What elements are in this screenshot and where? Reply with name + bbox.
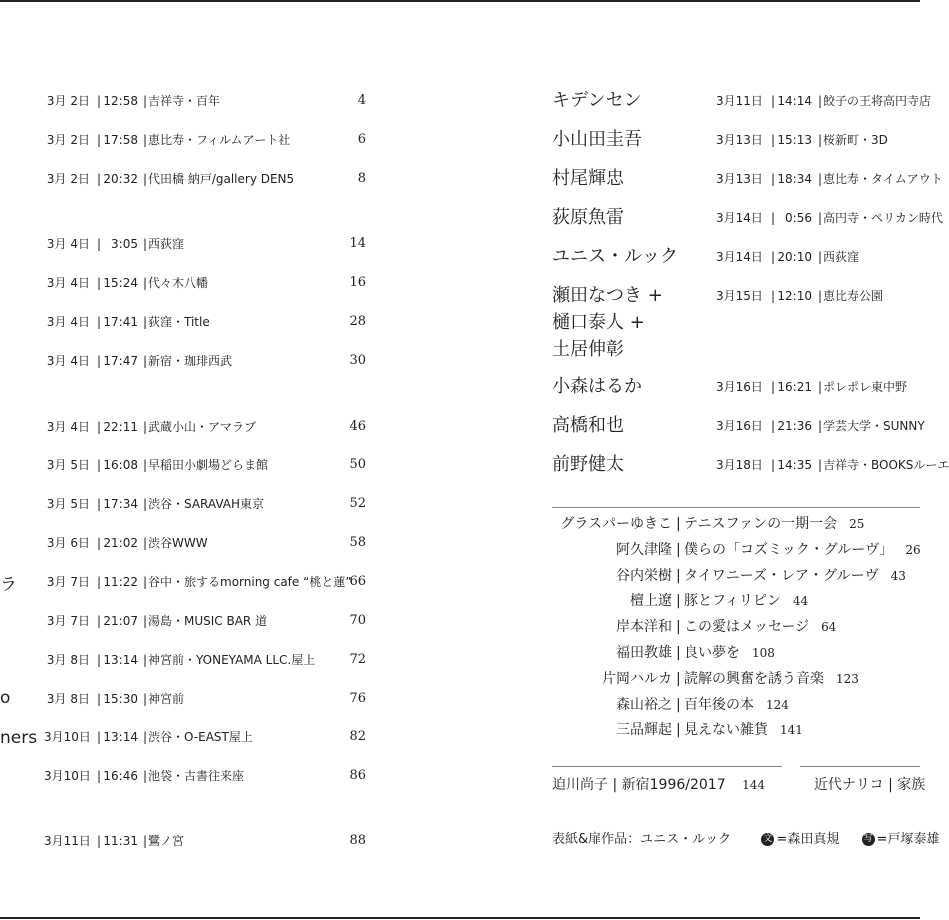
separator-bar: | (818, 211, 823, 225)
essay-title (684, 717, 803, 743)
toc-time: 22:11 (103, 420, 138, 434)
separator-bar: | (97, 276, 102, 290)
essay-title (684, 588, 808, 614)
toc-time: 15:30 (103, 692, 138, 706)
essay-title (684, 614, 836, 640)
photo-mark-icon: 写 (863, 834, 873, 844)
separator-bar: | (143, 94, 148, 108)
toc-row (44, 169, 384, 189)
separator-bar: | (676, 567, 681, 584)
toc-page-number: 4 (357, 93, 366, 108)
toc-time: 17:47 (103, 354, 138, 368)
essay-row (552, 640, 920, 666)
essay-title-text: 良い夢を (684, 645, 740, 661)
toc-person-name: 高橋和也 (552, 415, 624, 436)
separator-bar: | (818, 458, 823, 472)
separator-bar: | (97, 575, 102, 589)
toc-row (44, 455, 384, 475)
toc-page-number: 30 (349, 353, 366, 368)
essay-title-text: 僕らの「コズミック・グルーヴ」 (684, 541, 894, 558)
essay-divider (552, 507, 920, 508)
separator-bar: | (97, 237, 102, 251)
toc-person-name: 荻原魚雷 (552, 207, 624, 228)
toc-time: 18:34 (777, 172, 812, 186)
separator-bar: | (143, 276, 148, 290)
toc-time: 17:34 (103, 497, 138, 511)
toc-time: 17:58 (103, 133, 138, 147)
toc-time: 12:58 (103, 94, 138, 108)
toc-names (552, 451, 624, 478)
toc-person-name: 村尾輝忠 (552, 168, 624, 189)
toc-row (44, 273, 384, 293)
separator-bar: | (771, 250, 776, 264)
toc-names (552, 412, 624, 439)
essay-row (552, 692, 920, 718)
essay-page-number: 44 (792, 594, 809, 609)
separator-bar: | (676, 696, 681, 713)
toc-person-name: 前野健太 (552, 454, 624, 475)
bottom-author-2: 近代ナリコ (813, 777, 884, 793)
toc-date: 3月 7日 (46, 575, 90, 589)
toc-place: 荻窪・Title (148, 315, 210, 329)
toc-names (552, 282, 663, 363)
toc-place: 吉祥寺・BOOKSルーエ (823, 458, 949, 472)
separator-bar: | (97, 420, 102, 434)
bottom-essay-row (552, 772, 926, 798)
separator-bar: | (97, 614, 102, 628)
essay-author: 檀上遼 (630, 593, 672, 610)
toc-time: 21:02 (103, 536, 138, 550)
separator-bar: | (97, 315, 102, 329)
toc-date: 3月18日 (716, 458, 763, 472)
toc-row (44, 494, 384, 514)
toc-time: 17:41 (103, 315, 138, 329)
toc-date: 3月 2日 (46, 94, 90, 108)
toc-row (44, 766, 384, 786)
toc-place: 西荻窪 (148, 237, 185, 251)
toc-date: 3月13日 (716, 172, 763, 186)
separator-bar: | (97, 458, 102, 472)
separator-bar: | (771, 211, 776, 225)
bottom-title-2: 家族 (897, 777, 926, 793)
toc-page-number: 50 (349, 457, 366, 472)
toc-page-number: 28 (349, 314, 366, 329)
essay-row (552, 563, 920, 589)
separator-bar: | (97, 354, 102, 368)
essay-row (552, 588, 920, 614)
toc-row (44, 91, 384, 111)
separator-bar: | (818, 380, 823, 394)
toc-time: 16:08 (103, 458, 138, 472)
toc-page-number: 16 (349, 275, 366, 290)
toc-row (44, 611, 384, 631)
essay-page-number: 123 (836, 671, 859, 686)
toc-page-number: 46 (349, 419, 366, 434)
toc-row (44, 234, 384, 254)
essay-page-number: 43 (890, 568, 906, 583)
toc-date: 3月 4日 (46, 315, 90, 329)
toc-place: 高円寺・ペリカン時代 (823, 211, 943, 225)
toc-page-number: 52 (349, 496, 366, 511)
toc-names (552, 243, 678, 270)
separator-bar: | (818, 94, 823, 108)
toc-place: ポレポレ東中野 (823, 380, 908, 394)
essay-row (552, 717, 920, 743)
toc-names (552, 87, 642, 114)
separator-bar: | (97, 692, 102, 706)
toc-place: 恵比寿公園 (823, 289, 884, 303)
bottom-border (0, 917, 920, 919)
essay-page-number: 26 (905, 542, 921, 557)
toc-row (44, 831, 384, 851)
toc-row (44, 727, 384, 747)
toc-person-name: 土居伸彰 (552, 339, 624, 360)
toc-row (44, 533, 384, 553)
essay-page-number: 25 (849, 517, 865, 531)
toc-time: 21:36 (777, 419, 812, 433)
toc-place: 代田橋 納戸/gallery DEN5 (148, 172, 295, 186)
toc-date: 3月 8日 (46, 653, 90, 667)
toc-place: 学芸大学・SUNNY (823, 419, 925, 433)
toc-date: 3月 7日 (46, 614, 90, 628)
separator-bar: | (771, 419, 776, 433)
credits-footer (552, 830, 940, 850)
toc-row (44, 312, 384, 332)
separator-bar: | (771, 133, 776, 147)
essay-author: 福田教雄 (616, 645, 672, 661)
toc-time: 15:24 (103, 276, 138, 290)
toc-page-number: 86 (349, 768, 366, 783)
toc-row (44, 130, 384, 150)
toc-date: 3月11日 (44, 834, 91, 848)
toc-row (44, 572, 384, 592)
toc-place: 渋谷・SARAVAH東京 (148, 497, 265, 511)
toc-place: 神宮前 (148, 692, 185, 706)
separator-bar: | (143, 575, 148, 589)
toc-time: 13:14 (103, 730, 138, 744)
toc-row (44, 417, 384, 437)
essay-title-text: 豚とフィリピン (684, 593, 781, 610)
separator-bar: | (818, 133, 823, 147)
separator-bar: | (97, 730, 102, 744)
toc-date: 3月 4日 (46, 237, 90, 251)
toc-date: 3月11日 (716, 94, 763, 108)
essay-title (684, 537, 921, 563)
toc-date: 3月13日 (716, 133, 763, 147)
toc-place: 鷺ノ宮 (148, 834, 185, 848)
essay-row (552, 511, 920, 537)
bottom-divider-1 (552, 766, 782, 767)
bottom-divider-2 (800, 766, 920, 767)
separator-bar: | (676, 645, 681, 661)
toc-page-number: 66 (349, 574, 366, 589)
toc-date: 3月14日 (716, 250, 763, 264)
toc-names (552, 126, 642, 153)
toc-date: 3月 2日 (46, 172, 90, 186)
toc-time: 15:13 (777, 133, 812, 147)
separator-bar: | (676, 670, 681, 687)
essay-author: 森山裕之 (616, 696, 672, 713)
toc-place: 湯島・MUSIC BAR 道 (148, 614, 268, 628)
toc-page-number: 82 (349, 729, 366, 744)
bottom-title-1: 新宿1996/2017 (621, 777, 726, 793)
toc-time: 14:14 (777, 94, 812, 108)
separator-bar: | (143, 653, 148, 667)
separator-bar: | (97, 834, 102, 848)
toc-time: 13:14 (103, 653, 138, 667)
essay-author: 片岡ハルカ (602, 670, 672, 687)
essay-title-text: タイワニーズ・レア・グルーヴ (684, 567, 879, 584)
toc-page-number: 8 (357, 171, 366, 186)
toc-place: 武蔵小山・アマラブ (148, 420, 257, 434)
toc-time: 20:32 (103, 172, 138, 186)
text-credit: =森田真規 (776, 832, 840, 847)
essay-row (552, 537, 920, 563)
edge-fragment: ners (0, 728, 38, 748)
edge-fragment: o (0, 688, 11, 708)
separator-bar: | (143, 458, 148, 472)
separator-bar: | (771, 172, 776, 186)
edge-fragment: ラ (0, 575, 17, 595)
toc-date: 3月 4日 (46, 276, 90, 290)
toc-date: 3月 4日 (46, 420, 90, 434)
toc-page-number: 14 (349, 236, 366, 251)
separator-bar: | (97, 653, 102, 667)
toc-page-number: 76 (349, 691, 366, 706)
separator-bar: | (143, 834, 148, 848)
toc-date: 3月14日 (716, 211, 763, 225)
separator-bar: | (143, 420, 148, 434)
toc-date: 3月 8日 (46, 692, 90, 706)
toc-row (44, 689, 384, 709)
toc-place: 谷中・旅するmorning cafe “桃と蓮” (148, 575, 352, 589)
toc-names (552, 373, 642, 400)
separator-bar: | (143, 614, 148, 628)
essay-row (552, 614, 920, 640)
essay-author: 岸本洋和 (616, 619, 672, 636)
essay-author: 三品輝起 (616, 722, 672, 739)
separator-bar: | (612, 777, 622, 793)
toc-time: 21:07 (103, 614, 138, 628)
essay-author: 阿久津隆 (616, 541, 672, 558)
toc-place: 渋谷・O-EAST屋上 (148, 730, 253, 744)
photo-credit: =戸塚泰雄 (876, 832, 940, 847)
cover-credit: 表紙&扉作品：ユニス・ルック (552, 832, 732, 847)
separator-bar: | (818, 289, 823, 303)
essay-title (684, 640, 775, 666)
toc-names (552, 165, 624, 192)
essay-author: 谷内栄樹 (616, 567, 672, 584)
toc-place: 渋谷WWW (148, 536, 208, 550)
toc-page-number: 58 (349, 535, 366, 550)
essay-row (552, 666, 920, 692)
essay-title-text: 百年後の本 (684, 696, 754, 713)
separator-bar: | (143, 730, 148, 744)
toc-time: 14:35 (777, 458, 812, 472)
separator-bar: | (771, 94, 776, 108)
toc-time: 11:31 (103, 834, 138, 848)
toc-date: 3月16日 (716, 419, 763, 433)
toc-person-name: ユニス・ルック (552, 246, 678, 267)
essay-title (684, 666, 859, 692)
essay-title-text: テニスファンの一期一会 (684, 516, 838, 532)
toc-place: 恵比寿・タイムアウト (823, 172, 943, 186)
separator-bar: | (143, 692, 148, 706)
separator-bar: | (888, 777, 898, 793)
toc-date: 3月 5日 (46, 458, 90, 472)
separator-bar: | (818, 172, 823, 186)
toc-date: 3月 5日 (46, 497, 90, 511)
toc-place: 恵比寿・フィルムアート社 (148, 133, 291, 147)
separator-bar: | (143, 497, 148, 511)
toc-time: 12:10 (777, 289, 812, 303)
essay-title (684, 511, 864, 537)
separator-bar: | (97, 133, 102, 147)
separator-bar: | (143, 315, 148, 329)
separator-bar: | (97, 172, 102, 186)
essay-title-text: この愛はメッセージ (684, 619, 810, 636)
separator-bar: | (143, 536, 148, 550)
essay-title-text: 見えない雑貨 (684, 722, 768, 739)
toc-place: 西荻窪 (823, 250, 860, 264)
toc-date: 3月 2日 (46, 133, 90, 147)
essay-title (684, 692, 789, 718)
toc-time: 3:05 (111, 237, 138, 251)
separator-bar: | (771, 458, 776, 472)
toc-names (552, 204, 624, 231)
essay-title (684, 563, 906, 589)
toc-place: 代々木八幡 (148, 276, 209, 290)
top-border (0, 0, 920, 2)
toc-time: 16:46 (103, 769, 138, 783)
toc-place: 吉祥寺・百年 (148, 94, 221, 108)
toc-place: 早稲田小劇場どらま館 (148, 458, 269, 472)
toc-page-number: 72 (349, 652, 366, 667)
toc-time: 0:56 (785, 211, 812, 225)
separator-bar: | (676, 619, 681, 636)
toc-place: 神宮前・YONEYAMA LLC.屋上 (148, 653, 316, 667)
toc-time: 20:10 (777, 250, 812, 264)
toc-place: 池袋・古書往来座 (148, 769, 245, 783)
toc-row (44, 351, 384, 371)
essay-title-text: 読解の興奮を誘う音楽 (684, 670, 824, 687)
toc-person-name: 小山田圭吾 (552, 129, 642, 150)
separator-bar: | (676, 722, 681, 739)
separator-bar: | (771, 380, 776, 394)
toc-page-number: 6 (357, 132, 366, 147)
toc-date: 3月10日 (44, 730, 91, 744)
separator-bar: | (818, 250, 823, 264)
text-mark-icon: 文 (763, 834, 773, 844)
toc-row (44, 650, 384, 670)
toc-date: 3月 6日 (46, 536, 90, 550)
separator-bar: | (97, 497, 102, 511)
essay-author: グラスパーゆきこ (560, 516, 672, 532)
separator-bar: | (97, 536, 102, 550)
bottom-page-1: 144 (742, 778, 765, 792)
toc-time: 11:22 (103, 575, 138, 589)
toc-place: 新宿・珈琲西武 (148, 354, 233, 368)
toc-person-name: 瀬田なつき + (552, 285, 663, 306)
toc-time: 16:21 (777, 380, 812, 394)
separator-bar: | (676, 516, 681, 532)
essay-page-number: 124 (766, 697, 789, 712)
separator-bar: | (97, 769, 102, 783)
separator-bar: | (676, 593, 681, 610)
toc-date: 3月15日 (716, 289, 763, 303)
toc-person-name: キデンセン (552, 90, 642, 111)
toc-page-number: 88 (349, 833, 366, 848)
toc-date: 3月16日 (716, 380, 763, 394)
toc-place: 餃子の王将高円寺店 (823, 94, 932, 108)
toc-date: 3月10日 (44, 769, 91, 783)
essay-page-number: 64 (821, 620, 837, 635)
separator-bar: | (97, 94, 102, 108)
separator-bar: | (143, 133, 148, 147)
separator-bar: | (818, 419, 823, 433)
toc-page-number: 70 (349, 613, 366, 628)
essay-page-number: 108 (752, 646, 775, 660)
toc-place: 桜新町・3D (823, 133, 888, 147)
separator-bar: | (143, 769, 148, 783)
separator-bar: | (676, 541, 681, 558)
toc-person-name: 樋口泰人 + (552, 312, 645, 333)
essay-page-number: 141 (780, 723, 803, 738)
separator-bar: | (143, 354, 148, 368)
toc-date: 3月 4日 (46, 354, 90, 368)
toc-person-name: 小森はるか (552, 376, 642, 397)
bottom-author-1: 迫川尚子 (552, 777, 608, 793)
separator-bar: | (771, 289, 776, 303)
separator-bar: | (143, 237, 148, 251)
separator-bar: | (143, 172, 148, 186)
